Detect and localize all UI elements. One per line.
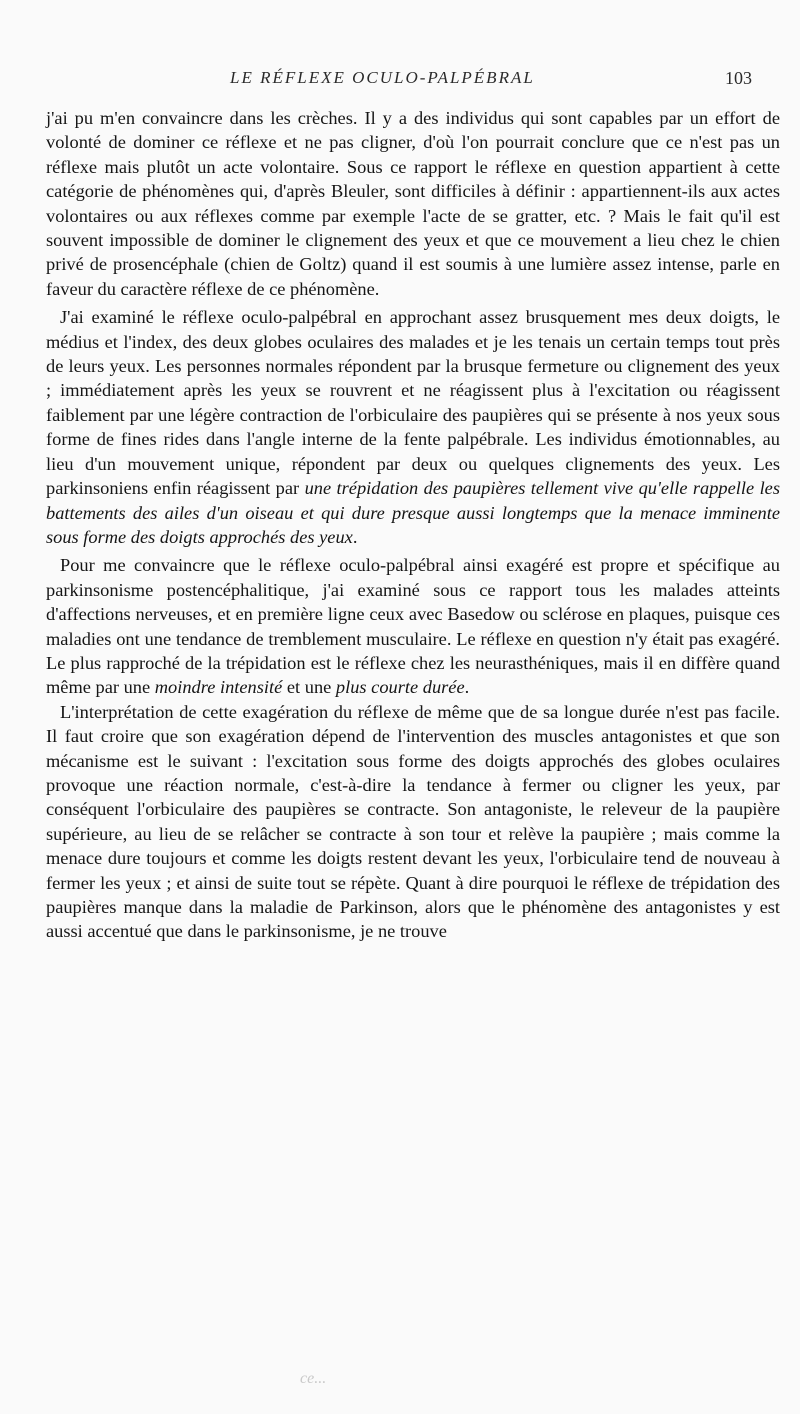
paragraph-2 (46, 305, 780, 549)
paragraph-text: . (352, 526, 358, 547)
paragraph-text: et une (282, 677, 336, 698)
italic-phrase: plus courte durée (335, 677, 465, 698)
italic-phrase: une trépidation des paupières tellement vive qu'elle rappelle les battements des ailes d'un oiseau et qui dure presque aussi longtemps que la menace imminente sous forme des doigts approchés des yeux (46, 478, 780, 547)
paragraph-3 (46, 553, 780, 699)
paragraph-text: L'interprétation de cette exagération du réflexe de même que de sa longue durée n'est pas facile. Il faut croire que son exagération dépend de l'intervention des muscles antagonistes et que son mécanisme est le suivant : l'excitation sous forme des doigts approchés des globes oculaires provoque une réaction normale, c'est-à-dire la tendance à fermer ou cligner les yeux, par conséquent l'orbiculaire des paupières se contracte. Son antagoniste, le releveur de la paupière supérieure, au lieu de se relâcher se contracte à son tour et relève la paupière ; mais comme la menace dure toujours et comme les doigts restent devant les yeux, l'orbiculaire tend de nouveau à fermer les yeux ; et ainsi de suite tout se répète. Quant à dire pourquoi le réflexe de trépidation des paupières manque dans la maladie de Parkinson, alors que le phénomène des antagonistes y est aussi accentué que dans le parkinsonisme, je ne trouve (46, 701, 780, 942)
paragraph-text: j'ai pu m'en convaincre dans les crèches. Il y a des individus qui sont capables par un effort de volonté de dominer ce réflexe et ne pas cligner, d'où l'on pourrait conclure que ce n'est pas un réflexe mais plutôt un acte volontaire. Sous ce rapport le réflexe en question appartient à cette catégorie de phénomènes qui, d'après Bleuler, sont difficiles à définir : appartiennent-ils aux actes volontaires ou aux réflexes comme par exemple l'acte de se gratter, etc. ? Mais le fait qu'il est souvent impossible de dominer le clignement des yeux et que ce mouvement a lieu chez le chien privé de prosencéphale (chien de Goltz) quand il est soumis à une lumière assez intense, parle en faveur du caractère réflexe de ce phénomène. (46, 108, 780, 299)
running-head (0, 68, 800, 98)
italic-phrase: moindre intensité (154, 677, 283, 698)
paragraph-text: J'ai examiné le réflexe oculo-palpébral en approchant assez brusquement mes deux doigts, le médius et l'index, des deux globes oculaires des malades et je les tenais un certain temps tout près de leurs yeux. Les personnes normales répondent par la brusque fermeture ou clignement des yeux ; immédiatement après les yeux se rouvrent et ne réagissent plus à l'excitation ou réagissent faiblement par une légère contraction de l'orbiculaire des paupières qui se présente à nos yeux sous forme de fines rides dans l'angle interne de la fente palpébrale. Les individus émotionnables, au lieu d'un mouvement unique, répondent par deux ou quelques clignements des yeux. Les parkinsoniens enfin réagissent par (46, 307, 780, 499)
paragraph-4 (46, 700, 780, 944)
page-number: 103 (725, 68, 752, 88)
paragraph-text: Pour me convaincre que le réflexe oculo-palpébral ainsi exagéré est propre et spécifique au parkinsonisme postencéphalitique, j'ai examiné sous ce rapport tous les malades atteints d'affections nerveuses, et en première ligne ceux avec Basedow ou sclérose en plaques, puisque ces maladies ont une tendance de tremblement musculaire. Le réflexe en question n'y était pas exagéré. Le plus rapproché de la trépidation est le réflexe chez les neurasthéniques, mais il en diffère quand même par une (46, 555, 780, 698)
running-title: LE RÉFLEXE OCULO-PALPÉBRAL (230, 68, 535, 87)
paragraph-1 (46, 106, 780, 301)
body-text (46, 106, 780, 944)
paragraph-text: . (464, 677, 470, 698)
pencil-annotation: ce... (300, 1370, 327, 1387)
